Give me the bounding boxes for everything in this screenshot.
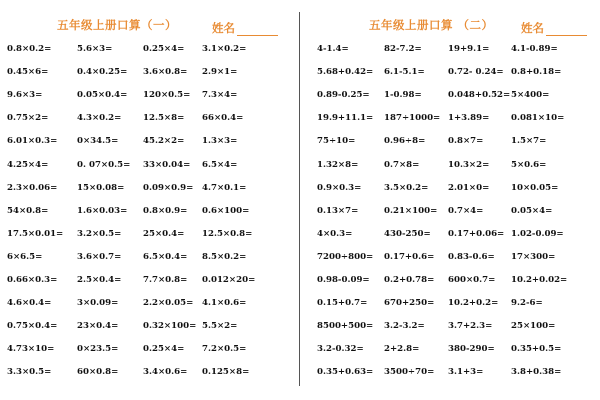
arithmetic-problem: 3.1×0.2= (202, 44, 247, 54)
arithmetic-problem: 82-7.2= (384, 44, 422, 54)
problem-row (301, 365, 600, 381)
name-field (212, 17, 278, 36)
arithmetic-problem: 0.25×4= (143, 44, 185, 54)
arithmetic-problem: 0.8+0.18= (511, 67, 562, 78)
arithmetic-problem: 1+3.89= (448, 113, 490, 124)
arithmetic-problem: 3.6×0.8= (143, 67, 188, 78)
name-label: 姓名 (212, 21, 235, 35)
arithmetic-problem: 9.6×3= (7, 90, 43, 101)
arithmetic-problem: 10.2+0.2= (448, 298, 499, 309)
arithmetic-problem: 0.15+0.7= (317, 298, 368, 309)
arithmetic-problem: 0.09×0.9= (143, 182, 194, 193)
problem-row (301, 250, 600, 266)
arithmetic-problem: 3.7+2.3= (448, 321, 493, 332)
arithmetic-problem: 1-0.98= (384, 90, 422, 101)
arithmetic-problem: 15×0.08= (77, 182, 125, 193)
page-divider (299, 12, 300, 386)
arithmetic-problem: 3×0.09= (77, 298, 119, 309)
arithmetic-problem: 2.5×0.4= (77, 275, 122, 285)
arithmetic-problem: 0.89-0.25= (317, 90, 370, 101)
arithmetic-problem: 0.4×0.25= (77, 67, 128, 78)
problem-row (0, 111, 300, 127)
arithmetic-problem: 0.98-0.09= (317, 275, 370, 285)
problem-row (0, 365, 300, 381)
arithmetic-problem: 3500÷70= (384, 367, 435, 378)
problem-row (0, 42, 300, 58)
arithmetic-problem: 6.1-5.1= (384, 67, 425, 78)
arithmetic-problem: 0.35+0.63= (317, 367, 374, 378)
arithmetic-problem: 0.17+0.06= (448, 228, 505, 239)
arithmetic-problem: 0×23.5= (77, 344, 119, 355)
problem-row (301, 158, 600, 174)
problem-row (301, 42, 600, 58)
arithmetic-problem: 0.8×0.9= (143, 205, 188, 216)
arithmetic-problem: 8500+500= (317, 321, 374, 332)
arithmetic-problem: 3.4×0.6= (143, 367, 188, 378)
problem-row (0, 342, 300, 358)
arithmetic-problem: 8.5×0.2= (202, 251, 247, 262)
problem-row (0, 227, 300, 243)
arithmetic-problem: 0.7×8= (384, 159, 420, 170)
arithmetic-problem: 1.6×0.03= (77, 205, 128, 216)
arithmetic-problem: 600×0.7= (448, 275, 496, 285)
arithmetic-problem: 1.02-0.09= (511, 228, 564, 239)
arithmetic-problem: 19.9+11.1= (317, 113, 374, 124)
problem-row (0, 88, 300, 104)
problem-row (0, 134, 300, 150)
name-blank-line (546, 23, 587, 36)
problem-row (301, 204, 600, 220)
arithmetic-problem: 9.2-6= (511, 298, 543, 309)
arithmetic-problem: 7.7×0.8= (143, 275, 188, 285)
worksheet-title: 五年级上册口算（一） (57, 18, 177, 32)
problem-row (0, 65, 300, 81)
arithmetic-problem: 0.125×8= (202, 367, 250, 378)
problem-row (0, 319, 300, 335)
arithmetic-problem: 3.2-0.32= (317, 344, 364, 355)
name-blank-line (237, 23, 278, 36)
arithmetic-problem: 3.8+0.38= (511, 367, 562, 378)
arithmetic-problem: 2.3×0.06= (7, 182, 58, 193)
arithmetic-problem: 5.6×3= (77, 44, 113, 54)
arithmetic-problem: 0.13×7= (317, 205, 359, 216)
arithmetic-problem: 3.3×0.5= (7, 367, 52, 378)
arithmetic-problem: 0. 07×0.5= (77, 159, 131, 170)
arithmetic-problem: 1.32×8= (317, 159, 359, 170)
arithmetic-problem: 10×0.05= (511, 182, 559, 193)
arithmetic-problem: 1.5×7= (511, 136, 547, 147)
worksheet-title: 五年级上册口算 （二） (369, 18, 494, 32)
arithmetic-problem: 0.9×0.3= (317, 182, 362, 193)
arithmetic-problem: 4.73×10= (7, 344, 55, 355)
arithmetic-problem: 3.5×0.2= (384, 182, 429, 193)
arithmetic-problem: 0.048+0.52= (448, 90, 511, 101)
arithmetic-problem: 6.5×0.4= (143, 251, 188, 262)
arithmetic-problem: 0.17+0.6= (384, 251, 435, 262)
arithmetic-problem: 7.2×0.5= (202, 344, 247, 355)
arithmetic-problem: 0.21×100= (384, 205, 438, 216)
problem-row (301, 65, 600, 81)
arithmetic-problem: 19+9.1= (448, 44, 490, 54)
arithmetic-problem: 33×0.04= (143, 159, 191, 170)
arithmetic-problem: 12.5×8= (143, 113, 185, 124)
arithmetic-problem: 6.5×4= (202, 159, 238, 170)
arithmetic-problem: 6×6.5= (7, 251, 43, 262)
arithmetic-problem: 0.05×4= (511, 205, 553, 216)
arithmetic-problem: 0.2+0.78= (384, 275, 435, 285)
problem-row (301, 319, 600, 335)
problem-row (0, 273, 300, 289)
arithmetic-problem: 5×0.6= (511, 159, 547, 170)
arithmetic-problem: 4.7×0.1= (202, 182, 247, 193)
problem-row (0, 250, 300, 266)
arithmetic-problem: 120×0.5= (143, 90, 191, 101)
arithmetic-problem: 0.8×7= (448, 136, 484, 147)
arithmetic-problem: 1.3×3= (202, 136, 238, 147)
problem-row (301, 296, 600, 312)
arithmetic-problem: 3.2×0.5= (77, 228, 122, 239)
arithmetic-problem: 2.2×0.05= (143, 298, 194, 309)
arithmetic-problem: 670+250= (384, 298, 435, 309)
name-field (521, 17, 587, 36)
arithmetic-problem: 45.2×2= (143, 136, 185, 147)
arithmetic-problem: 60×0.8= (77, 367, 119, 378)
arithmetic-problem: 3.2-3.2= (384, 321, 425, 332)
arithmetic-problem: 430-250= (384, 228, 431, 239)
arithmetic-problem: 0.96÷8= (384, 136, 426, 147)
arithmetic-problem: 3.6×0.7= (77, 251, 122, 262)
problem-row (301, 134, 600, 150)
arithmetic-problem: 4×0.3= (317, 228, 353, 239)
arithmetic-problem: 23×0.4= (77, 321, 119, 332)
arithmetic-problem: 5.5×2= (202, 321, 238, 332)
arithmetic-problem: 75÷10= (317, 136, 356, 147)
name-label: 姓名 (521, 21, 544, 35)
arithmetic-problem: 0.72- 0.24= (448, 67, 504, 78)
arithmetic-problem: 0.66×0.3= (7, 275, 58, 285)
arithmetic-problem: 0.45×6= (7, 67, 49, 78)
arithmetic-problem: 25×0.4= (143, 228, 185, 239)
problem-row (0, 296, 300, 312)
problem-row (0, 204, 300, 220)
arithmetic-problem: 0.081×10= (511, 113, 565, 124)
problem-row (301, 227, 600, 243)
arithmetic-problem: 3.1+3= (448, 367, 484, 378)
arithmetic-problem: 4.6×0.4= (7, 298, 52, 309)
worksheet-two (301, 0, 600, 400)
arithmetic-problem: 0.05×0.4= (77, 90, 128, 101)
arithmetic-problem: 380-290= (448, 344, 495, 355)
arithmetic-problem: 187÷1000= (384, 113, 441, 124)
arithmetic-problem: 7200÷800= (317, 251, 374, 262)
arithmetic-problem: 0.012×20= (202, 275, 256, 285)
problem-row (301, 181, 600, 197)
arithmetic-problem: 0.6×100= (202, 205, 250, 216)
arithmetic-problem: 0.7×4= (448, 205, 484, 216)
arithmetic-problem: 4.3×0.2= (77, 113, 122, 124)
arithmetic-problem: 5.68+0.42= (317, 67, 374, 78)
arithmetic-problem: 0.8×0.2= (7, 44, 52, 54)
arithmetic-problem: 4.1×0.6= (202, 298, 247, 309)
arithmetic-problem: 7.3×4= (202, 90, 238, 101)
problem-row (0, 158, 300, 174)
arithmetic-problem: 0.83-0.6= (448, 251, 495, 262)
arithmetic-problem: 54×0.8= (7, 205, 49, 216)
arithmetic-problem: 25×100= (511, 321, 556, 332)
arithmetic-problem: 0.25×4= (143, 344, 185, 355)
arithmetic-problem: 0.35+0.5= (511, 344, 562, 355)
arithmetic-problem: 4.25×4= (7, 159, 49, 170)
arithmetic-problem: 12.5×0.8= (202, 228, 253, 239)
worksheet-header (301, 17, 600, 37)
arithmetic-problem: 4-1.4= (317, 44, 349, 54)
problem-row (301, 342, 600, 358)
arithmetic-problem: 0.75×2= (7, 113, 49, 124)
arithmetic-problem: 17.5×0.01= (7, 228, 64, 239)
arithmetic-problem: 0.75×0.4= (7, 321, 58, 332)
problem-row (301, 88, 600, 104)
arithmetic-problem: 17×300= (511, 251, 556, 262)
arithmetic-problem: 2.01×0= (448, 182, 490, 193)
arithmetic-problem: 6.01×0.3= (7, 136, 58, 147)
worksheet-header (0, 17, 300, 37)
arithmetic-problem: 0.32×100= (143, 321, 197, 332)
arithmetic-problem: 10.2+0.02= (511, 275, 568, 285)
arithmetic-problem: 0×34.5= (77, 136, 119, 147)
problem-row (301, 273, 600, 289)
problem-row (301, 111, 600, 127)
arithmetic-problem: 2+2.8= (384, 344, 420, 355)
arithmetic-problem: 4.1-0.89= (511, 44, 558, 54)
arithmetic-problem: 10.3×2= (448, 159, 490, 170)
problem-row (0, 181, 300, 197)
arithmetic-problem: 66×0.4= (202, 113, 244, 124)
arithmetic-problem: 2.9×1= (202, 67, 238, 78)
arithmetic-problem: 5×400= (511, 90, 550, 101)
